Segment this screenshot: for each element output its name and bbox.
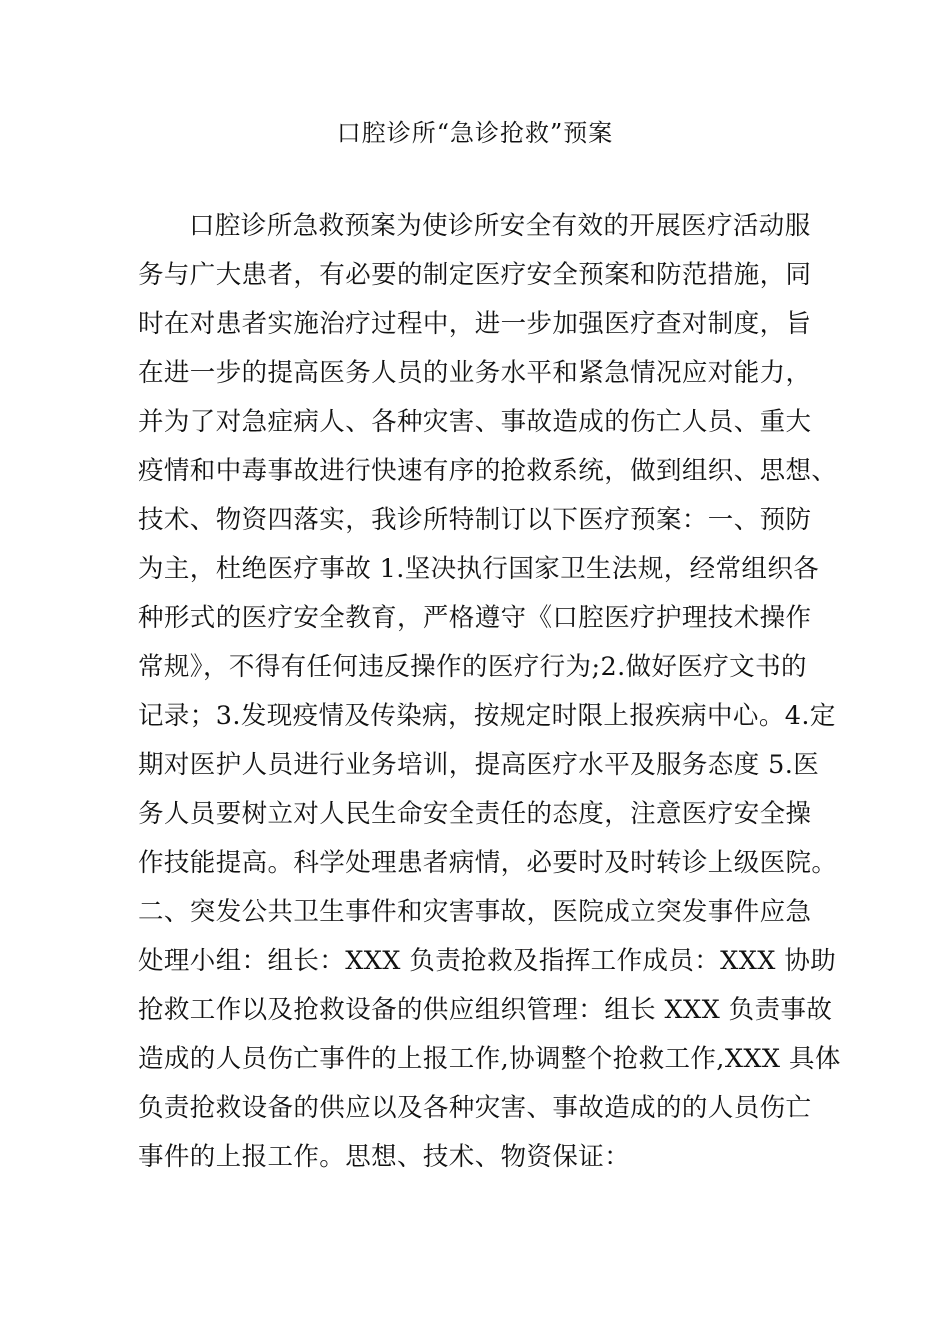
document-body bbox=[138, 206, 841, 1186]
body-line: 疫情和中毒事故进行快速有序的抢救系统，做到组织、思想、 bbox=[138, 456, 838, 486]
body-line: 期对医护人员进行业务培训，提高医疗水平及服务态度 5.医 bbox=[138, 750, 820, 780]
body-line: 记录；3.发现疫情及传染病，按规定时限上报疾病中心。4.定 bbox=[138, 701, 836, 731]
body-line: 负责抢救设备的供应以及各种灾害、事故造成的的人员伤亡 bbox=[138, 1093, 812, 1123]
body-line: 为主，杜绝医疗事故 1.坚决执行国家卫生法规，经常组织各 bbox=[138, 554, 820, 584]
body-line: 处理小组：组长：XXX 负责抢救及指挥工作成员：XXX 协助 bbox=[138, 946, 837, 976]
body-line: 作技能提高。科学处理患者病情，必要时及时转诊上级医院。 bbox=[138, 848, 838, 878]
body-line: 种形式的医疗安全教育，严格遵守《口腔医疗护理技术操作 bbox=[138, 603, 812, 633]
body-line: 二、突发公共卫生事件和灾害事故，医院成立突发事件应急 bbox=[138, 897, 812, 927]
body-line: 常规》，不得有任何违反操作的医疗行为;2.做好医疗文书的 bbox=[138, 652, 807, 682]
body-line: 技术、物资四落实，我诊所特制订以下医疗预案：一、预防 bbox=[138, 505, 812, 535]
body-line: 口腔诊所急救预案为使诊所安全有效的开展医疗活动服 bbox=[189, 211, 811, 241]
body-line: 事件的上报工作。思想、技术、物资保证： bbox=[138, 1142, 631, 1172]
body-line: 在进一步的提高医务人员的业务水平和紧急情况应对能力， bbox=[138, 358, 812, 388]
body-line: 造成的人员伤亡事件的上报工作,协调整个抢救工作,XXX 具体 bbox=[138, 1044, 841, 1074]
body-line: 抢救工作以及抢救设备的供应组织管理：组长 XXX 负责事故 bbox=[138, 995, 833, 1025]
body-line: 并为了对急症病人、各种灾害、事故造成的伤亡人员、重大 bbox=[138, 407, 812, 437]
body-line: 时在对患者实施治疗过程中，进一步加强医疗查对制度，旨 bbox=[138, 309, 812, 339]
document-title: 口腔诊所“急诊抢救”预案 bbox=[336, 119, 614, 147]
body-line: 务与广大患者，有必要的制定医疗安全预案和防范措施，同 bbox=[138, 260, 812, 290]
body-line: 务人员要树立对人民生命安全责任的态度，注意医疗安全操 bbox=[138, 799, 812, 829]
